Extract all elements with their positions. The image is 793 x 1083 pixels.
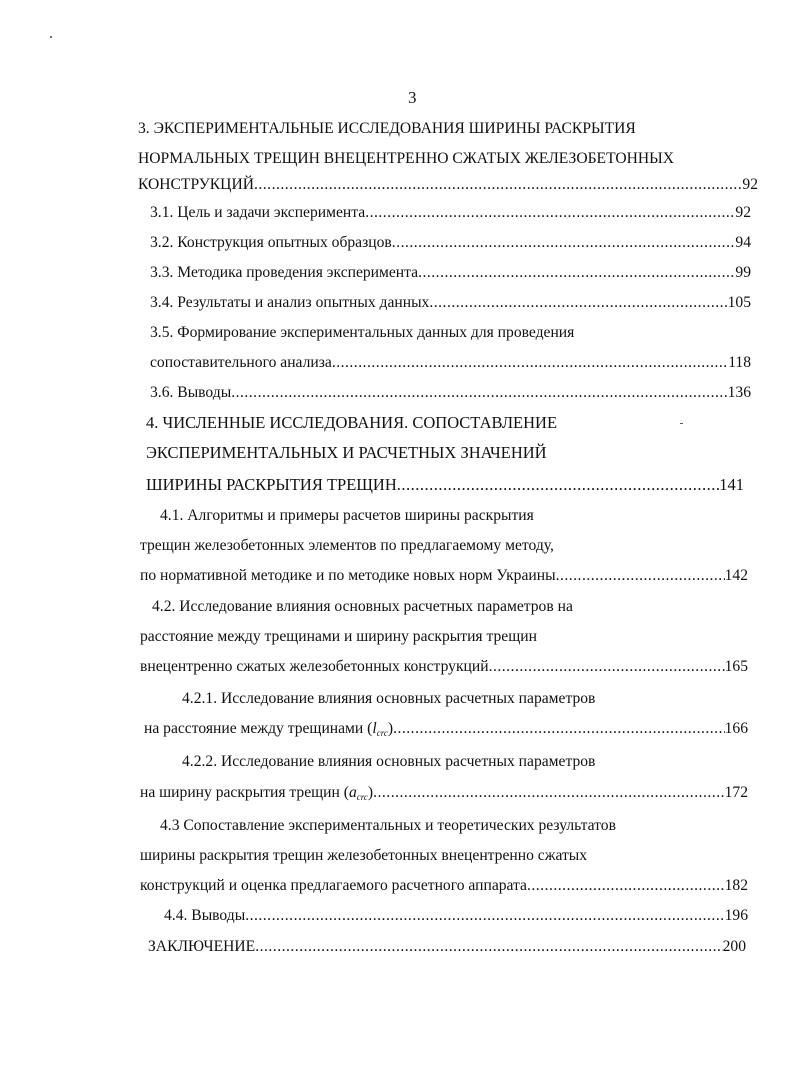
toc-page: 141	[719, 475, 744, 494]
toc-entry	[140, 656, 748, 678]
leader-dots	[245, 905, 724, 927]
toc-text: КОНСТРУКЦИЙ	[138, 176, 254, 193]
leader-dots	[365, 202, 735, 224]
toc-text: на расстояние между трещинами (lcrc)	[144, 720, 394, 738]
toc-page: 99	[735, 264, 751, 281]
toc-page: 142	[724, 567, 748, 584]
toc-page: 182	[724, 877, 748, 894]
toc-entry	[150, 232, 751, 254]
toc-entry	[150, 352, 751, 374]
page-number: 3	[408, 88, 417, 107]
toc-text: 4.2.2. Исследование влияния основных расчетных параметров	[182, 753, 596, 770]
toc-line	[146, 442, 746, 464]
toc-entry	[150, 202, 751, 224]
toc-page: 118	[728, 354, 751, 371]
toc-line	[150, 322, 751, 344]
toc-entry	[146, 474, 744, 496]
leader-dots	[393, 718, 725, 740]
toc-entry	[144, 718, 748, 740]
toc-page: 105	[727, 294, 751, 311]
toc-text: 3.6. Выводы	[150, 384, 232, 401]
toc-text: 4. ЧИСЛЕННЫЕ ИССЛЕДОВАНИЯ. СОПОСТАВЛЕНИЕ	[146, 413, 558, 432]
symbol-a: a	[348, 784, 357, 801]
toc-page: 166	[724, 720, 748, 737]
toc-text: 3.4. Результаты и анализ опытных данных	[150, 294, 430, 311]
toc-page: 200	[722, 938, 746, 955]
leader-dots	[418, 262, 735, 284]
toc-text: 4.4. Выводы	[164, 907, 246, 924]
toc-page: 165	[724, 658, 748, 675]
leader-dots	[397, 474, 719, 496]
toc-text: 4.2.1. Исследование влияния основных расчетных параметров	[182, 690, 596, 707]
toc-page: 94	[735, 234, 751, 251]
leader-dots	[255, 936, 722, 958]
toc-entry	[140, 782, 748, 804]
toc-text: на ширину раскрытия трещин (acrc)	[140, 784, 374, 802]
toc-line	[182, 688, 750, 710]
toc-page: 196	[724, 907, 748, 924]
toc-text: ширины раскрытия трещин железобетонных внецентренно сжатых	[140, 847, 588, 864]
toc-entry	[148, 936, 746, 958]
toc-text: 3.5. Формирование экспериментальных данных для проведения	[150, 324, 575, 341]
toc-text: ШИРИНЫ РАСКРЫТИЯ ТРЕЩИН	[146, 475, 397, 494]
toc-page: 136	[727, 384, 751, 401]
toc-line	[140, 626, 750, 648]
toc-page: 92	[742, 176, 758, 193]
toc-page: 92	[735, 204, 751, 221]
toc-text: 3. ЭКСПЕРИМЕНТАЛЬНЫЕ ИССЛЕДОВАНИЯ ШИРИНЫ РАСКРЫТИЯ	[138, 120, 636, 137]
toc-text: внецентренно сжатых железобетонных конструкций	[140, 658, 489, 675]
toc-text: 3.1. Цель и задачи эксперимента	[150, 204, 366, 221]
leader-dots	[332, 352, 728, 374]
scan-speck	[50, 36, 52, 38]
toc-text: НОРМАЛЬНЫХ ТРЕЩИН ВНЕЦЕНТРЕННО СЖАТЫХ ЖЕЛЕЗОБЕТОННЫХ	[138, 150, 675, 167]
toc-line	[146, 412, 746, 434]
toc-line	[138, 118, 758, 140]
toc-text: конструкций и оценка предлагаемого расчетного аппарата	[140, 877, 527, 894]
toc-entry	[140, 565, 748, 587]
toc-text: ЗАКЛЮЧЕНИЕ	[148, 938, 256, 955]
subscript-crc: crc	[356, 792, 368, 802]
subscript-crc: crc	[376, 728, 388, 738]
leader-dots	[231, 382, 727, 404]
toc-text: по нормативной методике и по методике новых норм Украины	[140, 567, 556, 584]
leader-dots	[489, 656, 725, 678]
toc-text: 4.3 Сопоставление экспериментальных и теоретических результатов	[160, 817, 616, 834]
toc-entry	[140, 875, 748, 897]
leader-dots	[254, 174, 742, 196]
leader-dots	[429, 292, 727, 314]
leader-dots	[392, 232, 736, 254]
toc-line	[138, 148, 758, 170]
toc-text: расстояние между трещинами и ширину раскрытия трещин	[140, 628, 537, 645]
toc-entry	[164, 905, 748, 927]
toc-page: 172	[724, 784, 748, 801]
toc-line	[160, 505, 750, 527]
toc-text: ЭКСПЕРИМЕНТАЛЬНЫХ И РАСЧЕТНЫХ ЗНАЧЕНИЙ	[146, 443, 547, 462]
toc-line	[140, 535, 750, 557]
toc-entry	[150, 382, 751, 404]
toc-entry	[138, 174, 758, 196]
leader-dots	[556, 565, 725, 587]
toc-text: трещин железобетонных элементов по предлагаемому методу,	[140, 537, 554, 554]
toc-line	[160, 815, 750, 837]
toc-text: 3.3. Методика проведения эксперимента	[150, 264, 419, 281]
toc-entry	[150, 262, 751, 284]
toc-text: 4.1. Алгоритмы и примеры расчетов ширины раскрытия	[160, 507, 534, 524]
leader-dots	[373, 782, 725, 804]
toc-line	[182, 751, 750, 773]
toc-entry	[150, 292, 751, 314]
toc-line	[152, 596, 750, 618]
leader-dots	[527, 875, 725, 897]
toc-text: 3.2. Конструкция опытных образцов	[150, 234, 392, 251]
toc-text: 4.2. Исследование влияния основных расчетных параметров на	[152, 598, 573, 615]
toc-line	[140, 845, 750, 867]
symbol-l: l	[372, 720, 377, 737]
toc-text: сопоставительного анализа	[150, 354, 332, 371]
